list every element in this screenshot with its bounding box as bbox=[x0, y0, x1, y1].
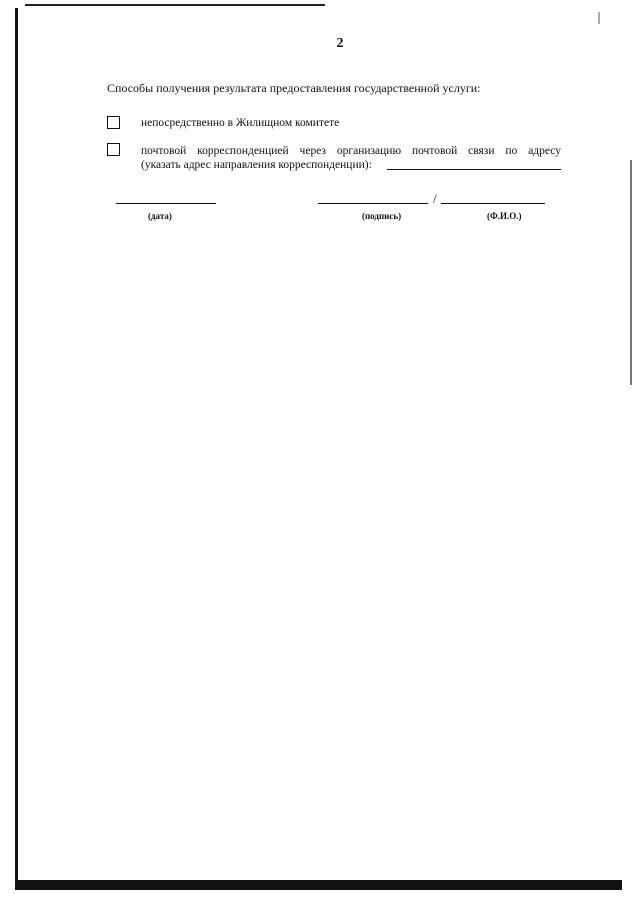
signature-separator: / bbox=[433, 191, 437, 206]
scan-artifact bbox=[598, 12, 600, 24]
scan-bottom-border bbox=[15, 880, 622, 890]
date-fill-line[interactable] bbox=[116, 203, 216, 204]
signature-fill-line[interactable] bbox=[318, 203, 428, 204]
address-fill-line[interactable] bbox=[387, 169, 561, 170]
fio-caption: (Ф.И.О.) bbox=[487, 211, 522, 221]
option-by-mail-address-label: (указать адрес направления корреспонденции): bbox=[141, 159, 372, 171]
scan-top-border bbox=[25, 4, 325, 6]
date-caption: (дата) bbox=[148, 211, 172, 221]
scan-right-border bbox=[630, 160, 632, 385]
option-by-mail-label: почтовой корреспонденцией через организацию почтовой связи по адресу bbox=[141, 145, 561, 157]
scan-left-border bbox=[15, 8, 18, 890]
checkbox-in-person[interactable] bbox=[107, 116, 120, 129]
checkbox-by-mail[interactable] bbox=[107, 143, 120, 156]
page-number: 2 bbox=[336, 36, 344, 51]
fio-fill-line[interactable] bbox=[441, 203, 545, 204]
option-in-person-label: непосредственно в Жилищном комитете bbox=[141, 117, 340, 129]
receipt-methods-heading: Способы получения результата предоставления государственной услуги: bbox=[107, 81, 481, 95]
signature-caption: (подпись) bbox=[362, 211, 402, 221]
